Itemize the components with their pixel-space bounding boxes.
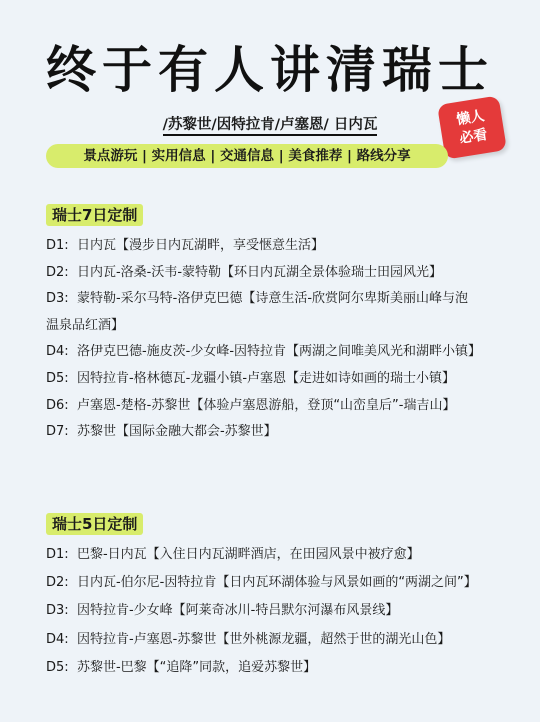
day-description: 洛伊克巴德-施皮茨-少女峰-因特拉肯【两湖之间唯美风光和湖畔小镇】 (76, 344, 482, 360)
itinerary-item (46, 598, 506, 624)
itinerary-item (46, 286, 506, 312)
day-label: D6: (46, 397, 69, 413)
day-label: D1: (46, 547, 69, 562)
day-description: 日内瓦-洛桑-沃韦-蒙特勒【环日内瓦湖全景体验瑞士田园风光】 (76, 264, 443, 280)
day-description: 苏黎世-巴黎【“追降”同款，追爱苏黎世】 (76, 659, 317, 675)
day-description: 因特拉肯-少女峰【阿莱奇冰川-特吕默尔河瀑布风景线】 (76, 603, 399, 619)
day-description: 巴黎-日内瓦【入住日内瓦湖畔酒店，在田园风景中被疗愈】 (76, 547, 420, 562)
day-description: 因特拉肯-卢塞恩-苏黎世【世外桃源龙疆，超然于世的湖光山色】 (76, 631, 451, 647)
itinerary-item (46, 393, 506, 419)
day-description: 苏黎世【国际金融大都会-苏黎世】 (76, 424, 277, 440)
itinerary-item (46, 570, 506, 596)
topic-tags: 景点游玩 | 实用信息 | 交通信息 | 美食推荐 | 路线分享 (46, 144, 448, 168)
badge-line-1: 懒人 (455, 107, 486, 128)
itinerary-item (46, 313, 506, 339)
day-description: 温泉品红酒】 (46, 317, 125, 333)
itinerary-item (46, 542, 506, 568)
day-label: D7: (46, 424, 69, 440)
day-label: D1: (46, 238, 69, 253)
page-title: 终于有人讲清瑞士 (46, 40, 494, 99)
section-title-5day: 瑞士5日定制 (46, 513, 143, 535)
itinerary-item (46, 339, 506, 365)
day-label: D4: (46, 344, 69, 360)
itinerary-item (46, 260, 506, 286)
itinerary-item (46, 627, 506, 653)
day-label: D2: (46, 264, 69, 280)
day-label: D4: (46, 631, 69, 647)
itinerary-item (46, 366, 506, 392)
day-description: 蒙特勒-采尔马特-洛伊克巴德【诗意生活-欣赏阿尔卑斯美丽山峰与泡 (76, 291, 469, 307)
lazy-badge (437, 95, 507, 159)
day-label: D3: (46, 603, 69, 619)
day-label: D3: (46, 291, 69, 307)
day-description: 日内瓦【漫步日内瓦湖畔，享受惬意生活】 (76, 238, 324, 253)
day-label: D2: (46, 575, 69, 591)
day-label: D5: (46, 371, 69, 386)
itinerary-item (46, 655, 506, 681)
subtitle-text: /苏黎世/因特拉肯/卢塞恩/ 日内瓦 (163, 117, 378, 136)
day-description: 卢塞恩-楚格-苏黎世【体验卢塞恩游船，登顶“山峦皇后”-瑞吉山】 (76, 397, 456, 413)
section-title-7day: 瑞士7日定制 (46, 204, 143, 226)
day-label: D5: (46, 659, 69, 675)
itinerary-item (46, 233, 506, 259)
itinerary-item (46, 419, 506, 445)
day-description: 因特拉肯-格林德瓦-龙疆小镇-卢塞恩【走进如诗如画的瑞士小镇】 (76, 371, 456, 386)
badge-line-2: 必看 (458, 126, 489, 147)
day-description: 日内瓦-伯尔尼-因特拉肯【日内瓦环湖体验与风景如画的“两湖之间”】 (76, 575, 477, 591)
